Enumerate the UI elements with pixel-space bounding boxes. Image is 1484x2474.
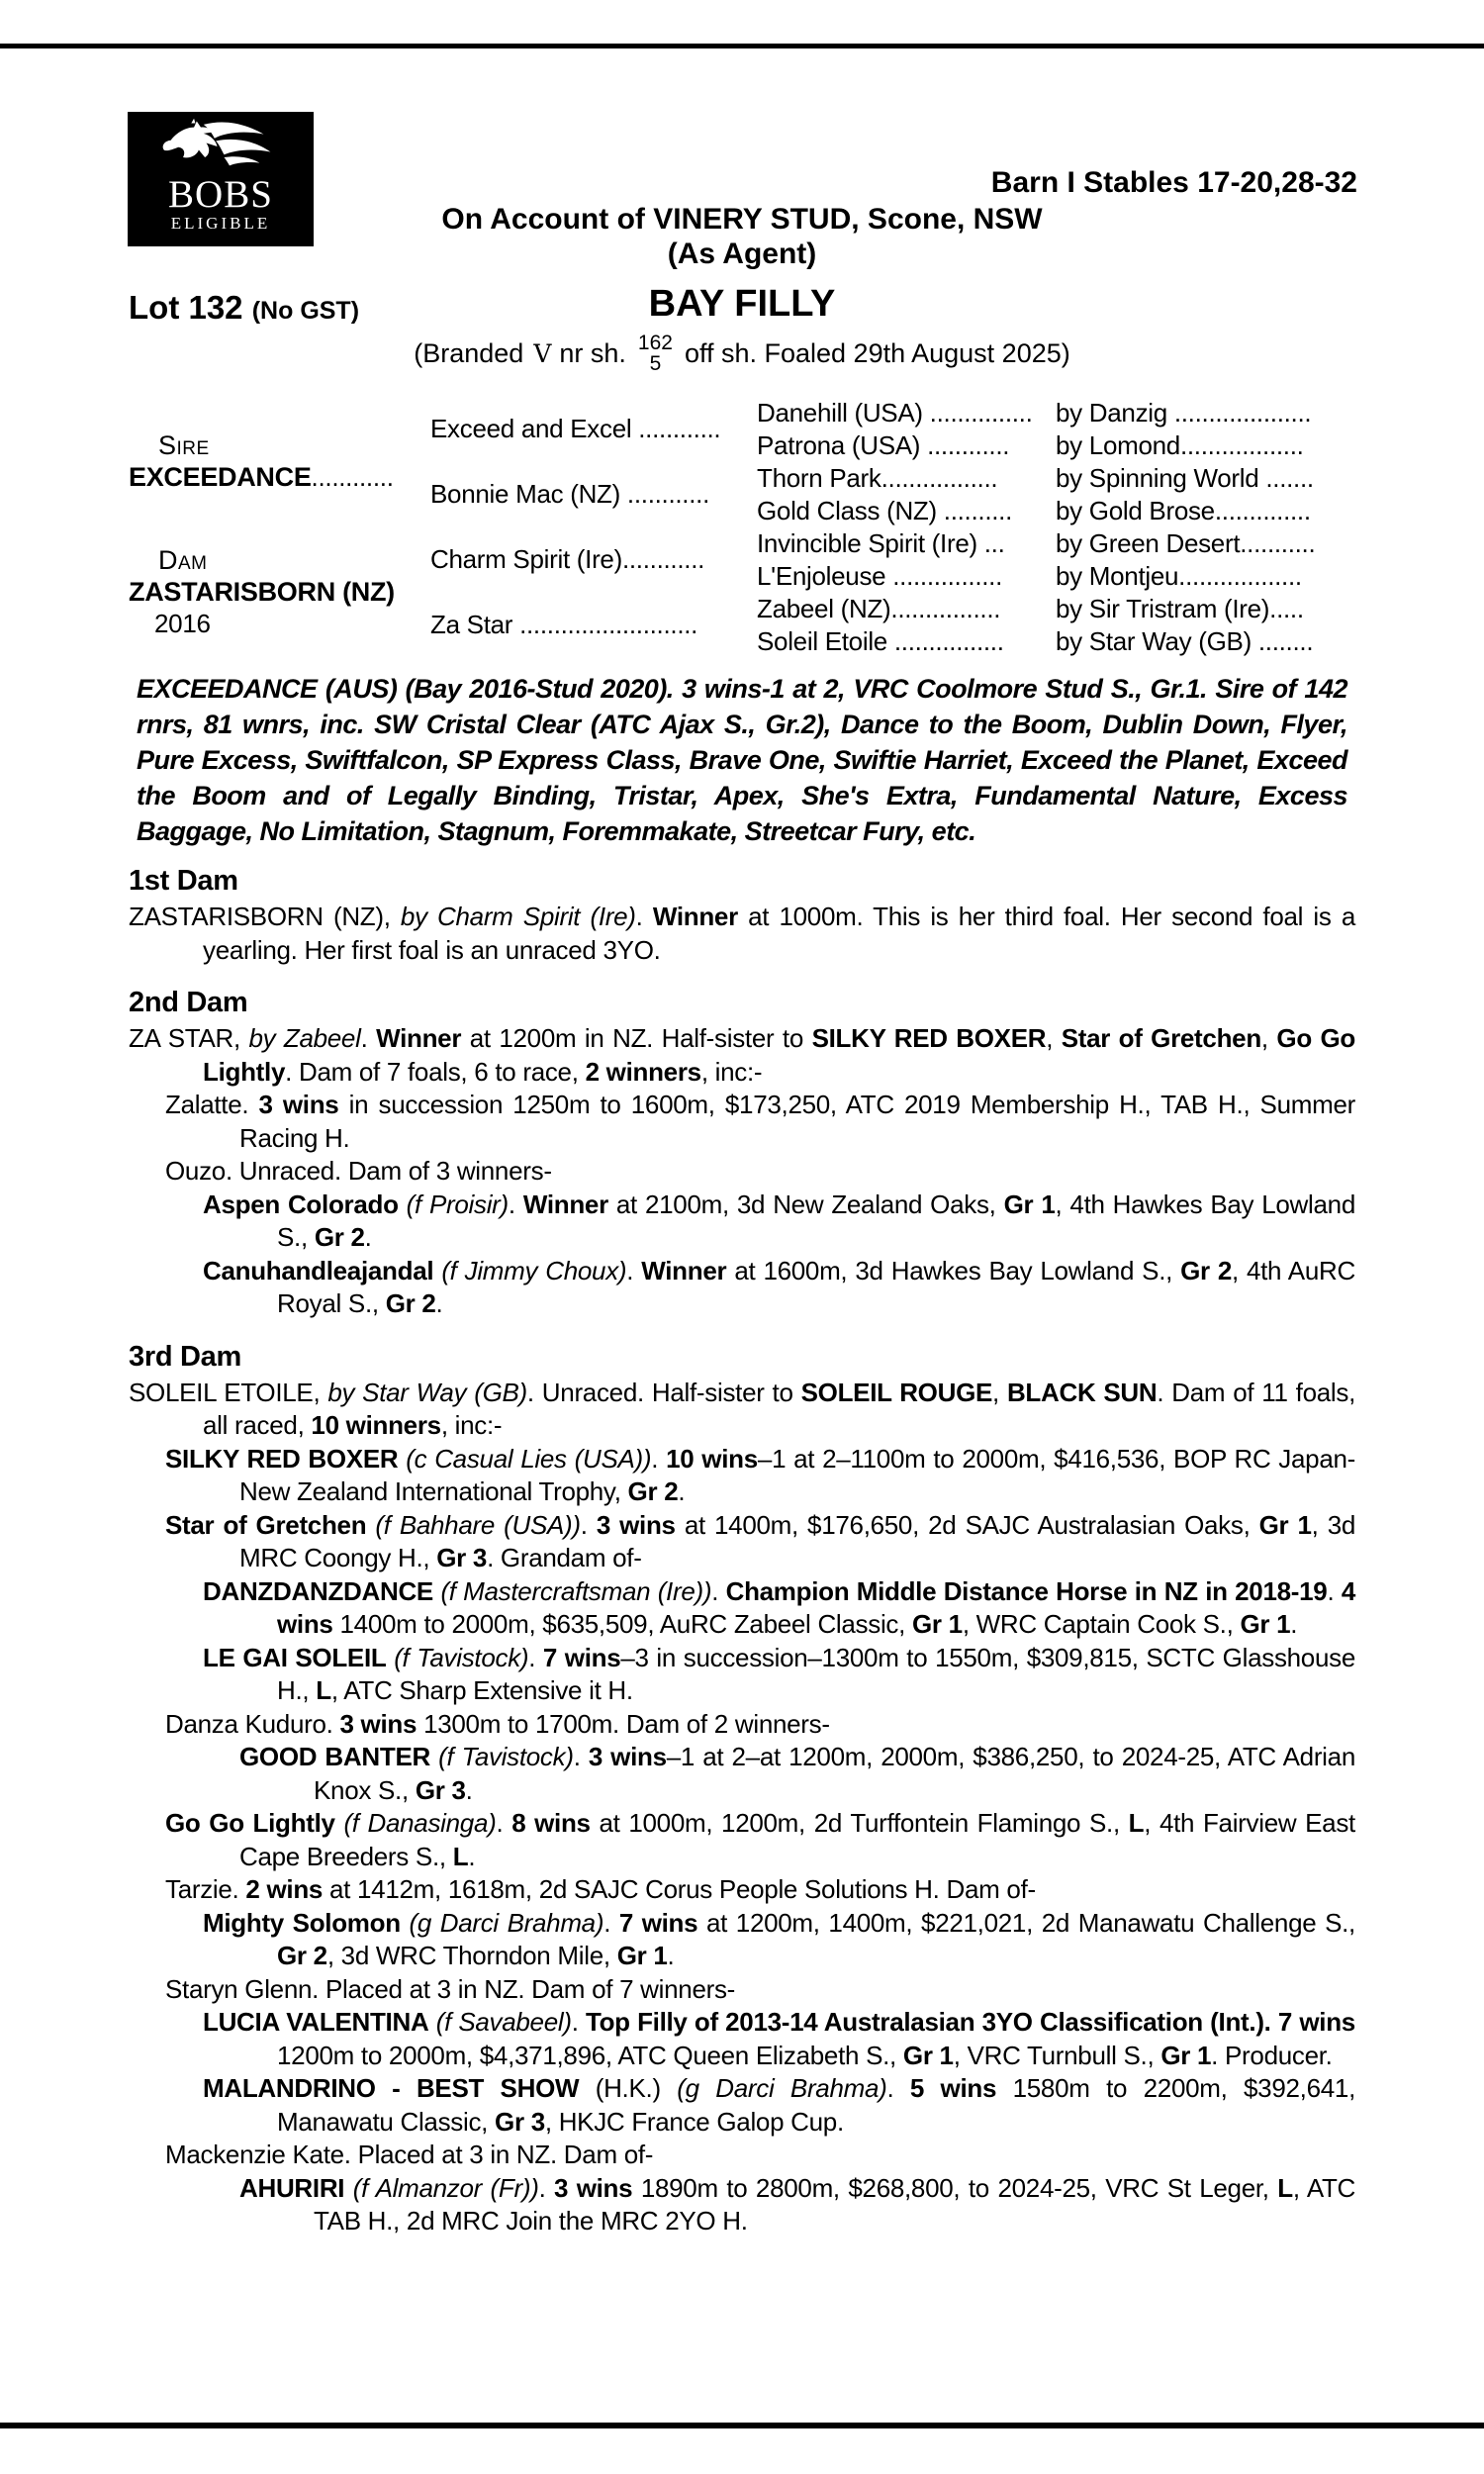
text-run: SOLEIL ROUGE [800, 1377, 993, 1407]
text-run: (f Tavistock) [394, 1642, 529, 1672]
text-run [401, 1908, 410, 1938]
text-run: 3 wins [588, 1742, 667, 1771]
brand-suffix: off sh. Foaled 29th August 2025) [684, 338, 1070, 369]
text-run [344, 2173, 353, 2203]
pedigree-entry [129, 1873, 1355, 1907]
text-run: , ATC Sharp Extensive it H. [330, 1675, 633, 1705]
text-run: . [468, 1841, 476, 1871]
text-run: Aspen Colorado [203, 1189, 399, 1219]
text-run: MALANDRINO - BEST SHOW [203, 2073, 580, 2103]
pedigree-entry [129, 1089, 1355, 1155]
top-rule [0, 44, 1484, 48]
gen3-ancestor: Soleil Etoile ................ [757, 625, 1004, 656]
text-run: (f Savabeel) [435, 2007, 572, 2037]
gen3-ancestor: Danehill (USA) ............... [757, 397, 1033, 428]
text-run: at 1400m, $176,650, 2d SAJC Australasian Oaks, [675, 1509, 1259, 1540]
text-run: . [508, 1189, 523, 1219]
text-run: Winner [376, 1023, 462, 1053]
text-run: at 1412m, 1618m, 2d SAJC Corus People Solutions H. Dam of- [323, 1874, 1036, 1904]
text-run: at 1000m, 1200m, 2d Turffontein Flamingo S., [590, 1808, 1129, 1838]
text-run: BLACK SUN [1006, 1377, 1158, 1407]
text-run: (f Jimmy Choux) [441, 1255, 627, 1285]
text-run: DANZDANZDANCE [203, 1575, 433, 1606]
barn-info: Barn I Stables 17-20,28-32 [990, 166, 1357, 199]
text-run: in succession 1250m to 1600m, $173,250, ATC 2019 Membership H., TAB H., Summer Racing H. [239, 1090, 1355, 1153]
text-run: Staryn Glenn. Placed at 3 in NZ. Dam of 7 winners- [165, 1973, 736, 2004]
text-run: 10 wins [666, 1443, 758, 1474]
text-run: L [316, 1675, 331, 1705]
text-run: Gr 2 [1180, 1255, 1233, 1285]
text-run: Star of Gretchen [1061, 1023, 1261, 1053]
gen4-ancestor: by Lomond.................. [1056, 429, 1304, 460]
text-run: Tarzie. [165, 1874, 246, 1904]
pedigree-entry [129, 2006, 1355, 2072]
gen2-ancestor: Za Star .......................... [430, 610, 698, 639]
text-run: GOOD BANTER [239, 1742, 430, 1771]
gen4-ancestor: by Green Desert........... [1056, 527, 1316, 558]
dam-section-heading: 2nd Dam [129, 987, 248, 1018]
text-run: Gr 3 [415, 1774, 466, 1805]
text-run: at 1000m. This is her third foal. Her second foal is a yearling. Her first foal is an unraced 3YO. [203, 902, 1355, 965]
text-run: . [465, 1774, 473, 1805]
text-run: 1890m to 2800m, $268,800, to 2024-25, VRC St Leger, [632, 2172, 1278, 2203]
text-run: 1200m to 2000m, $4,371,896, ATC Queen Elizabeth S., [277, 2040, 903, 2070]
text-run: (f Danasinga) [343, 1808, 497, 1838]
gen2-ancestor: Bonnie Mac (NZ) ............ [430, 479, 710, 509]
lot-label: Lot 132 [129, 289, 243, 326]
text-run: (f Tavistock) [438, 1742, 574, 1771]
text-run: . [1327, 1575, 1342, 1606]
text-run: Gr 1 [902, 2040, 954, 2070]
text-run: , inc:- [700, 1056, 763, 1087]
text-run: 1300m to 1700m. Dam of 2 winners- [417, 1708, 830, 1739]
sire-name-text: EXCEEDANCE [129, 462, 312, 492]
text-run: (f Bahhare (USA)) [375, 1509, 581, 1540]
gen3-ancestor: L'Enjoleuse ................ [757, 560, 1003, 591]
text-run: Top Filly of 2013-14 Australasian 3YO Classification (Int.). 7 wins [585, 2007, 1355, 2037]
text-run: . Dam of 11 foals, all raced, [203, 1377, 1355, 1440]
text-run: Gr 3 [495, 2106, 545, 2137]
brand-number [638, 333, 673, 374]
pedigree-table [129, 396, 1355, 657]
text-run: by Star Way (GB) [327, 1377, 527, 1407]
text-run: –1 at 2–1100m to 2000m, $416,536, BOP RC Japan-New Zealand International Trophy, [239, 1443, 1356, 1506]
text-run: , [1046, 1023, 1062, 1053]
text-run: . [603, 1907, 619, 1938]
text-run: Ouzo. Unraced. Dam of 3 winners- [165, 1156, 552, 1186]
text-run: , [1260, 1023, 1277, 1053]
text-run: Gr 1 [1258, 1509, 1312, 1540]
text-run: at 1600m, 3d Hawkes Bay Lowland S., [726, 1255, 1181, 1285]
text-run: . [711, 1575, 726, 1606]
text-run: 3 wins [258, 1090, 339, 1119]
pedigree-entry [129, 1255, 1355, 1321]
text-run: SOLEIL ETOILE, [129, 1377, 328, 1407]
text-run: Gr 2 [277, 1941, 327, 1970]
text-run: 3 wins [596, 1509, 676, 1540]
text-run: 10 winners [311, 1410, 441, 1440]
text-run: Zalatte. [165, 1090, 259, 1119]
pedigree-entry [129, 1155, 1355, 1189]
pedigree-entry [129, 1443, 1355, 1509]
brand-line [0, 334, 1484, 376]
text-run: by Zabeel [248, 1023, 361, 1053]
gen4-ancestor: by Gold Brose.............. [1056, 495, 1311, 525]
pedigree-entry [129, 1575, 1355, 1642]
gen2-ancestor: Exceed and Excel ............ [430, 414, 721, 443]
text-run: . [364, 1222, 372, 1252]
text-run: Gr 2 [627, 1476, 679, 1506]
dam-sections [129, 865, 1355, 2238]
text-run: . Unraced. Half-sister to [526, 1377, 801, 1407]
horse-description: BAY FILLY [648, 283, 836, 325]
text-run: at 1200m, 1400m, $221,021, 2d Manawatu Challenge S., [697, 1907, 1355, 1938]
text-run: . [667, 1941, 675, 1970]
text-run: (f Mastercraftsman (Ire)) [440, 1575, 712, 1606]
text-run: 4 wins [277, 1575, 1356, 1639]
gst-note: (No GST) [251, 297, 360, 325]
text-run: , 4th Fairview East Cape Breeders S., [239, 1808, 1355, 1871]
dam-section-heading: 1st Dam [129, 865, 238, 897]
text-run: Star of Gretchen [165, 1509, 367, 1540]
text-run: (g Darci Brahma) [409, 1907, 604, 1938]
text-run: Champion Middle Distance Horse in NZ in 2018-19 [725, 1575, 1328, 1606]
text-run: Winner [522, 1189, 608, 1219]
gen4-ancestor: by Star Way (GB) ........ [1056, 625, 1314, 656]
text-run: 1580m to 2200m, $392,641, Manawatu Classic, [277, 2073, 1355, 2137]
pedigree-entry [129, 2072, 1355, 2139]
pedigree-entry [129, 1741, 1355, 1807]
text-run: 2 winners [585, 1056, 701, 1087]
pedigree-entry [129, 1973, 1355, 2007]
dam-name: ZASTARISBORN (NZ) [129, 577, 395, 607]
sire-name [129, 461, 430, 493]
pedigree-entry [129, 1022, 1355, 1089]
dam-year: 2016 [154, 609, 211, 638]
sire-summary: EXCEEDANCE (AUS) (Bay 2016-Stud 2020). 3 wins-1 at 2, VRC Coolmore Stud S., Gr.1. Sire of 142 rnrs, 81 wnrs, inc. SW Cristal Clear (ATC Ajax S., Gr.2), Dance to the Boom, Dublin Down, Flyer, Pure Excess, Swiftfalcon, SP Express Class, Brave One, Swiftie Harriet, Exceed the Planet, Exceed the Boom and of Legally Binding, Tristar, Apex, She's Extra, Fundamental Nature, Excess Baggage, No Limitation, Stagnum, Foremmakate, Streetcar Fury, etc. [137, 674, 1347, 846]
text-run: 3 wins [554, 2172, 633, 2203]
text-run: , 3d MRC Coongy H., [239, 1509, 1356, 1572]
text-run [428, 2007, 435, 2037]
pedigree-entry [129, 2172, 1355, 2238]
gen4-ancestor: by Sir Tristram (Ire)..... [1056, 593, 1304, 623]
pedigree-entry [129, 1807, 1355, 1873]
brand-near-shoulder: nr sh. [559, 338, 626, 369]
text-run: . [635, 902, 653, 931]
text-run: ZA STAR, [129, 1023, 249, 1053]
brand-mark: V [533, 339, 552, 369]
text-run: . [626, 1255, 642, 1285]
text-run: Winner [652, 902, 738, 931]
text-run: –3 in succession–1300m to 1550m, $309,815, SCTC Glasshouse H., [277, 1642, 1355, 1705]
text-run: 5 wins [909, 2073, 997, 2103]
sire-leader-dots: ............ [311, 462, 394, 492]
text-run: (c Casual Lies (USA)) [406, 1443, 652, 1474]
text-run: . [571, 2007, 586, 2037]
text-run: (g Darci Brahma) [677, 2073, 887, 2103]
text-run: Gr 1 [616, 1941, 668, 1970]
text-run: by Charm Spirit (Ire) [400, 902, 636, 931]
text-run: . Dam of 7 foals, 6 to race, [285, 1056, 586, 1087]
text-run: . [435, 1288, 443, 1318]
text-run: . [651, 1443, 667, 1474]
text-run: Go Go Lightly [165, 1808, 335, 1838]
text-run: (f Almanzor (Fr)) [352, 2172, 539, 2203]
text-run: Gr 2 [385, 1288, 436, 1318]
gen4-ancestor: by Danzig .................... [1056, 397, 1312, 428]
dam-section-heading: 3rd Dam [129, 1340, 241, 1373]
text-run: , VRC Turnbull S., [953, 2040, 1161, 2070]
pedigree-entry [129, 1642, 1355, 1708]
text-run: Gr 1 [1160, 2040, 1212, 2070]
gen3-ancestor: Gold Class (NZ) .......... [757, 495, 1013, 525]
text-run: Mighty Solomon [203, 1907, 401, 1938]
text-run: . Grandam of- [487, 1543, 642, 1572]
vendor-line: On Account of VINERY STUD, Scone, NSW [441, 203, 1043, 236]
agent-line: (As Agent) [667, 238, 817, 270]
gen3-ancestor: Thorn Park................. [757, 462, 998, 493]
pedigree-entry [129, 1509, 1355, 1575]
text-run: LUCIA VALENTINA [203, 2007, 429, 2037]
text-run [430, 1742, 438, 1771]
text-run: –1 at 2–at 1200m, 2000m, $386,250, to 2024-25, ATC Adrian Knox S., [314, 1742, 1355, 1805]
pedigree-entry [129, 1907, 1355, 1973]
logo-subtitle: ELIGIBLE [170, 214, 271, 233]
text-run: 3 wins [339, 1708, 417, 1739]
text-run: , ATC TAB H., 2d MRC Join the MRC 2YO H. [314, 2172, 1356, 2236]
text-run: . [678, 1476, 686, 1506]
text-run: Mackenzie Kate. Placed at 3 in NZ. Dam of- [165, 2140, 654, 2169]
content [129, 396, 1355, 2238]
gen3-ancestor: Invincible Spirit (Ire) ... [757, 527, 1005, 558]
text-run: 8 wins [511, 1808, 591, 1838]
text-run: LE GAI SOLEIL [203, 1642, 387, 1672]
text-run: (H.K.) [579, 2073, 678, 2103]
text-run: Winner [641, 1255, 727, 1285]
gen3-ancestor: Zabeel (NZ)................ [757, 593, 1001, 623]
pedigree-entry [129, 2139, 1355, 2172]
text-run: . Producer. [1211, 2040, 1333, 2070]
text-run: 1400m to 2000m, $635,509, AuRC Zabeel Classic, [332, 1609, 912, 1639]
text-run: 2 wins [245, 1874, 324, 1904]
gen2-ancestor: Charm Spirit (Ire)............ [430, 544, 705, 574]
text-run: 7 wins [542, 1642, 621, 1672]
text-run: at 1200m in NZ. Half-sister to [461, 1023, 812, 1053]
brand-prefix: (Branded [414, 338, 524, 369]
text-run: Danza Kuduro. [165, 1708, 340, 1739]
text-run: , inc:- [440, 1410, 503, 1440]
text-run: , 4th Hawkes Bay Lowland S., [277, 1189, 1355, 1252]
text-run: Gr 3 [436, 1543, 488, 1572]
text-run: L [1277, 2172, 1293, 2203]
brand-number-bottom: 5 [649, 352, 662, 375]
text-run: . [360, 1023, 377, 1053]
text-run: (f Proisir) [406, 1189, 509, 1219]
text-run: Gr 2 [314, 1222, 365, 1252]
horse-head-icon [137, 118, 305, 175]
text-run: . [538, 2172, 555, 2203]
text-run [399, 1189, 407, 1219]
text-run: Gr 1 [1240, 1609, 1291, 1639]
pedigree-entry [129, 1377, 1355, 1443]
logo-title: BOBS [168, 173, 273, 216]
gen4-ancestor: by Montjeu.................. [1056, 560, 1302, 591]
text-run: , HKJC France Galop Cup. [544, 2106, 844, 2137]
text-run: at 2100m, 3d New Zealand Oaks, [607, 1189, 1004, 1219]
text-run: , [992, 1377, 1007, 1407]
sire-label: Sire [158, 430, 210, 460]
text-run: . [528, 1642, 543, 1672]
text-run: SILKY RED BOXER [165, 1443, 399, 1474]
text-run: L [452, 1841, 469, 1871]
text-run: ZASTARISBORN (NZ), [129, 902, 401, 931]
pedigree-entry [129, 901, 1355, 967]
gen4-ancestor: by Spinning World ....... [1056, 462, 1314, 493]
text-run: , 4th AuRC Royal S., [277, 1255, 1355, 1318]
text-run: L [1128, 1808, 1145, 1838]
gen3-ancestor: Patrona (USA) ............ [757, 429, 1010, 460]
text-run: 7 wins [618, 1907, 698, 1938]
text-run: . [573, 1742, 589, 1771]
text-run: AHURIRI [239, 2172, 345, 2203]
text-run: Go Go Lightly [203, 1023, 1355, 1087]
text-run: . [496, 1808, 512, 1838]
bottom-rule [0, 2423, 1484, 2428]
text-run: , WRC Captain Cook S., [962, 1609, 1241, 1639]
brand-number-top: 162 [637, 332, 673, 354]
text-run: . [580, 1509, 597, 1540]
sire-cell [129, 396, 430, 526]
dam-label: Dam [158, 545, 208, 575]
text-run: . [1290, 1609, 1298, 1639]
dam-cell [129, 526, 430, 657]
text-run: SILKY RED BOXER [811, 1023, 1047, 1053]
pedigree-entry [129, 1708, 1355, 1742]
text-run: Gr 1 [911, 1609, 963, 1639]
text-run: Canuhandleajandal [203, 1255, 434, 1285]
text-run: . [886, 2073, 910, 2103]
text-run: Gr 1 [1003, 1189, 1056, 1219]
pedigree-entry [129, 1189, 1355, 1255]
text-run: , 3d WRC Thorndon Mile, [326, 1941, 617, 1970]
